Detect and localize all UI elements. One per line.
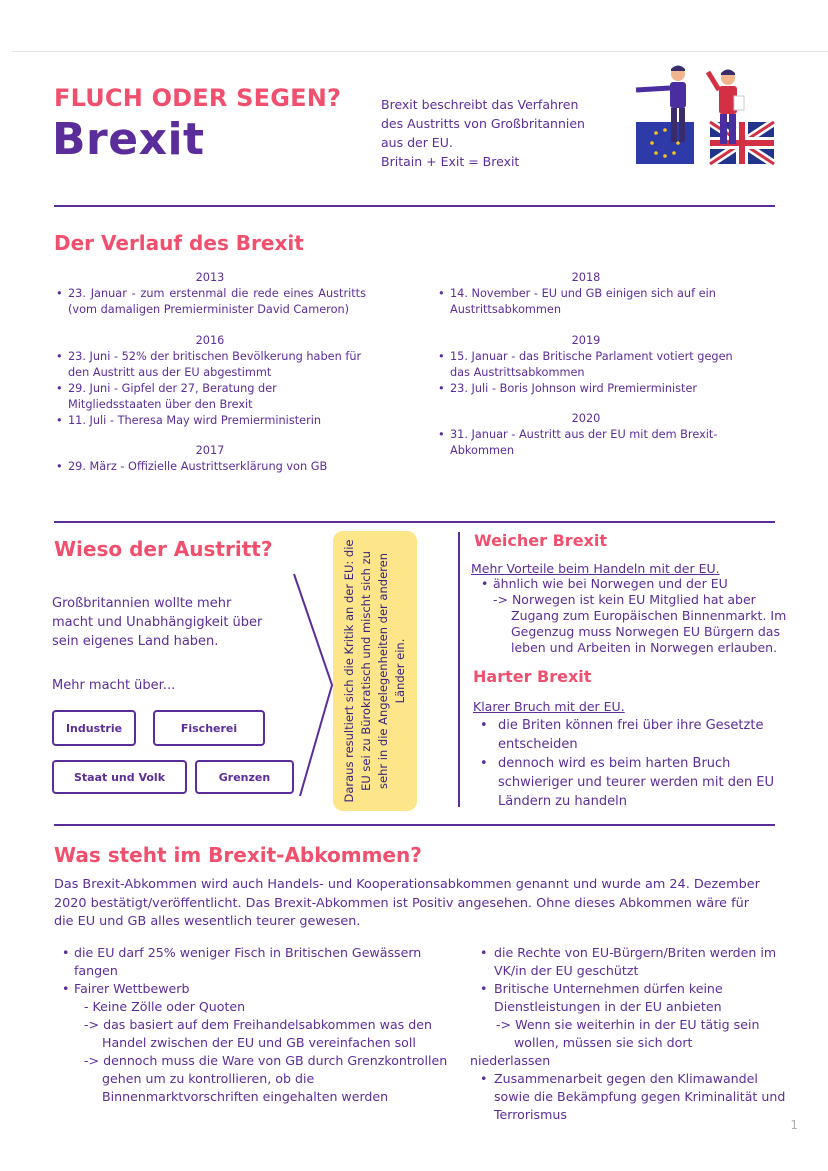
section-divider (54, 521, 775, 523)
page-title: Brexit (52, 114, 205, 165)
timeline-item: • 23. Januar - zum erstenmal die rede eines Austritts (vom damaligen Premierminister David Cameron) (54, 286, 366, 318)
intro-line: Brexit beschreibt das Verfahren (381, 97, 579, 112)
topic-box-staat-und-volk: Staat und Volk (52, 760, 187, 794)
timeline-item: • 29. März - Offizielle Austrittserklärung von GB (54, 459, 366, 475)
agreement-sub: - Keine Zölle oder Quoten (84, 999, 246, 1014)
soft-brexit-bullet: • ähnlich wie bei Norwegen und der EU (479, 576, 796, 592)
agreement-sub: -> dennoch muss die Ware von GB durch Grenzkontrollen gehen um zu kontrollieren, ob die Binnenmarktvorschriften eingehalten werden (84, 1053, 448, 1104)
vertical-divider (458, 532, 460, 807)
agreement-sub: -> das basiert auf dem Freihandelsabkommen was den Handel zwischen der EU und GB vereinfachen soll (84, 1017, 432, 1050)
topic-box-industrie: Industrie (52, 710, 136, 746)
brexit-illustration (628, 60, 778, 170)
timeline-item: • 23. Juli - Boris Johnson wird Premierminister (436, 381, 736, 397)
uk-flag-icon (710, 122, 774, 164)
timeline-item: • 14. November - EU und GB einigen sich auf ein Austrittsabkommen (436, 286, 736, 318)
timeline-item: • 15. Januar - das Britische Parlament votiert gegen das Austrittsabkommen (436, 349, 736, 381)
reason-heading: Wieso der Austritt? (54, 537, 273, 561)
more-power-label: Mehr macht über... (52, 678, 176, 693)
soft-brexit-heading: Weicher Brexit (474, 531, 607, 550)
agreement-bullet: • die EU darf 25% weniger Fisch in Britischen Gewässern fangen (60, 944, 458, 980)
hard-brexit-heading: Harter Brexit (473, 667, 592, 686)
hard-brexit-subheading: Klarer Bruch mit der EU. (473, 699, 625, 714)
timeline-heading: Der Verlauf des Brexit (54, 231, 304, 255)
eu-flag-icon (636, 122, 694, 164)
agreement-sub: -> Wenn sie weiterhin in der EU tätig sein wollen, müssen sie sich dort (496, 1017, 760, 1050)
year-label: 2017 (195, 444, 225, 457)
soft-brexit-list (471, 576, 796, 656)
year-label: 2020 (571, 412, 601, 425)
section-divider (54, 824, 775, 826)
hard-brexit-bullet: • die Briten können frei über ihre Gesetzte entscheiden (478, 716, 778, 754)
timeline-item: • 11. Juli - Theresa May wird Premierministerin (54, 413, 366, 429)
agreement-right-column (470, 944, 790, 1124)
agreement-left-column (60, 944, 458, 1106)
timeline-item: • 23. Juni - 52% der britischen Bevölkerung haben für den Austritt aus der EU abgestimmt (54, 349, 366, 381)
agreement-bullet: • die Rechte von EU-Bürgern/Briten werden im VK/in der EU geschützt (478, 944, 790, 980)
hard-brexit-bullet: • dennoch wird es beim harten Bruch schwieriger und teurer werden mit den EU Ländern zu handeln (478, 754, 778, 811)
agreement-bullet: • Zusammenarbeit gegen den Klimawandel sowie die Bekämpfung gegen Kriminalität und Terrorismus (478, 1070, 790, 1124)
timeline-right-column (436, 270, 736, 459)
year-label: 2016 (195, 334, 225, 347)
critique-note-text: Daraus resultiert sich die Kritik an der EU: die EU sei zu Bürokratisch und mischt sich zu sehr in die Angelegenheiten der anderen Länder ein. (342, 539, 407, 803)
year-label: 2018 (571, 271, 601, 284)
intro-line: Britain + Exit = Brexit (381, 154, 520, 169)
section-divider (54, 205, 775, 207)
soft-brexit-sub: -> Norwegen ist kein EU Mitglied hat aber Zugang zum Europäischen Binnenmarkt. Im Gegenzug muss Norwegen EU Bürgern das leben und Arbeiten in Norwegen erlauben. (493, 592, 787, 655)
year-label: 2019 (571, 334, 601, 347)
intro-line: des Austritts von Großbritannien (381, 116, 585, 131)
top-divider (12, 51, 828, 52)
reason-text: Großbritannien wollte mehr macht und Unabhängigkeit über sein eigenes Land haben. (52, 596, 263, 649)
agreement-sub: niederlassen (470, 1053, 551, 1068)
agreement-intro: Das Brexit-Abkommen wird auch Handels- und Kooperationsabkommen genannt und wurde am 24. Dezember 2020 bestätigt/veröffentlicht. Das Brexit-Abkommen ist Positiv angesehen. Ohne dieses Abkommen wäre für die EU und GB alles wesentlich teurer gewesen. (54, 877, 760, 929)
intro-line: aus der EU. (381, 135, 453, 150)
year-label: 2013 (195, 271, 225, 284)
soft-brexit-subheading: Mehr Vorteile beim Handeln mit der EU. (471, 561, 720, 576)
hard-brexit-list (478, 716, 778, 811)
agreement-heading: Was steht im Brexit-Abkommen? (54, 843, 422, 867)
critique-note (333, 531, 417, 811)
topic-box-fischerei: Fischerei (153, 710, 265, 746)
timeline-item: • 29. Juni - Gipfel der 27, Beratung der Mitgliedsstaaten über den Brexit (54, 381, 366, 413)
topic-box-grenzen: Grenzen (195, 760, 294, 794)
timeline-item: • 31. Januar - Austritt aus der EU mit dem Brexit-Abkommen (436, 427, 736, 459)
page-number: 1 (790, 1118, 798, 1132)
page-subtitle: FLUCH ODER SEGEN? (54, 84, 342, 112)
agreement-bullet: • Fairer Wettbewerb (60, 980, 458, 998)
agreement-bullet: • Britische Unternehmen dürfen keine Dienstleistungen in der EU anbieten (478, 980, 790, 1016)
intro-text (381, 95, 621, 171)
timeline-left-column (54, 270, 366, 475)
